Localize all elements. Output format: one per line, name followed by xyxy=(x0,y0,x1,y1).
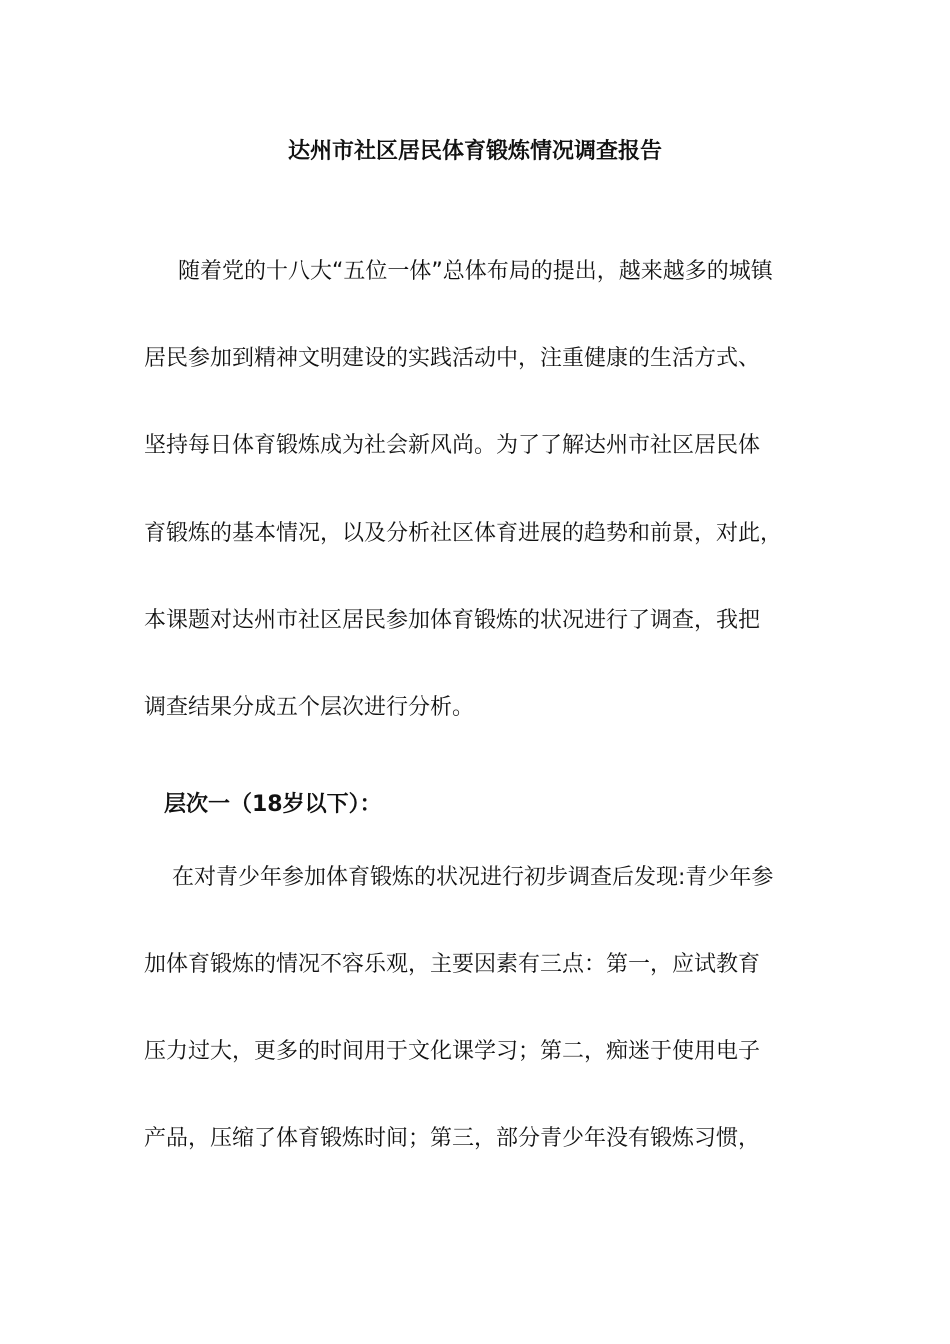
paragraph-line: 压力过大，更多的时间用于文化课学习；第二，痴迷于使用电子 xyxy=(144,1039,761,1064)
paragraph-line: 调查结果分成五个层次进行分析。 xyxy=(144,695,475,720)
document-title: 达州市社区居民体育锻炼情况调查报告 xyxy=(287,139,662,164)
paragraph-line: 居民参加到精神文明建设的实践活动中，注重健康的生活方式、 xyxy=(144,346,761,371)
section-heading: 层次一（18岁以下）： xyxy=(164,792,382,817)
paragraph-line: 在对青少年参加体育锻炼的状况进行初步调查后发现:青少年参 xyxy=(172,865,774,890)
paragraph-line: 本课题对达州市社区居民参加体育锻炼的状况进行了调查，我把 xyxy=(144,608,761,633)
paragraph-line: 坚持每日体育锻炼成为社会新风尚。为了了解达州市社区居民体 xyxy=(144,433,761,458)
paragraph-line: 育锻炼的基本情况，以及分析社区体育进展的趋势和前景，对此， xyxy=(144,521,783,546)
paragraph-line: 加体育锻炼的情况不容乐观，主要因素有三点：第一，应试教育 xyxy=(144,952,761,977)
paragraph-line: 产品，压缩了体育锻炼时间；第三，部分青少年没有锻炼习惯， xyxy=(144,1126,761,1151)
paragraph-line: 随着党的十八大“五位一体”总体布局的提出，越来越多的城镇 xyxy=(178,259,773,284)
